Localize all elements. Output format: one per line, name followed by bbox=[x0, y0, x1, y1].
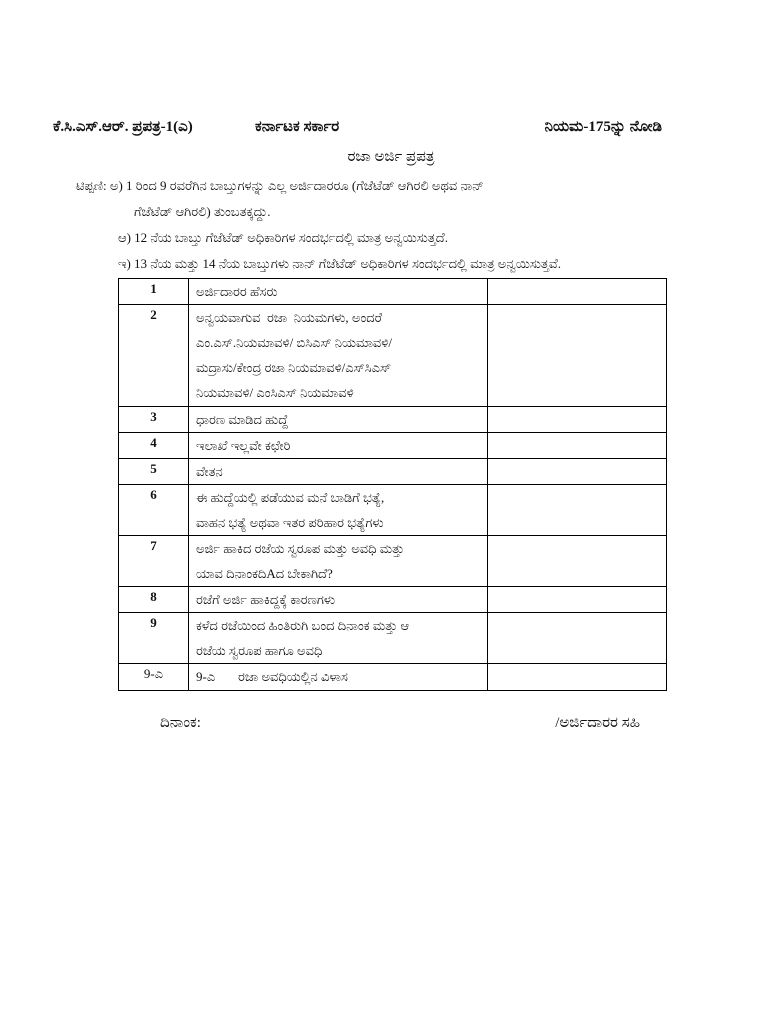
item-number: 7 bbox=[119, 536, 189, 587]
item-description-line: ಯಾವ ದಿನಾಂಕದಿAದ ಬೇಕಾಗಿದೆ? bbox=[196, 566, 333, 581]
item-number: 1 bbox=[119, 279, 189, 305]
item-number: 9 bbox=[119, 613, 189, 664]
table-row-9 bbox=[119, 613, 667, 664]
item-description-line: ರಜೆಯ ಸ್ವರೂಪ ಹಾಗೂ ಅವಧಿ bbox=[196, 643, 323, 658]
note-a-line-1 bbox=[76, 173, 744, 199]
item-value-cell bbox=[488, 433, 667, 459]
item-description bbox=[189, 613, 488, 664]
item-description bbox=[189, 279, 488, 305]
item-description-line: ವಾಹನ ಭತ್ಯೆ ಅಥವಾ ಇತರ ಪರಿಹಾರ ಭತ್ಯೆಗಳು bbox=[196, 515, 384, 530]
table-row-8 bbox=[119, 587, 667, 613]
form-reference: ಕೆ.ಸಿ.ಎಸ್.ಆರ್. ಪ್ರಪತ್ರ-1(ಎ) bbox=[53, 119, 193, 135]
item-prefix: 9-ಎ bbox=[196, 669, 216, 684]
item-value-cell bbox=[488, 613, 667, 664]
item-description-line: ಈ ಹುದ್ದೆಯಲ್ಲಿ ಪಡೆಯುವ ಮನೆ ಬಾಡಿಗೆ ಭತ್ಯೆ, bbox=[196, 490, 385, 505]
note-label: ಟಿಪ್ಪಣಿ: bbox=[76, 178, 107, 193]
item-value-cell bbox=[488, 587, 667, 613]
rule-reference: ನಿಯಮ-175ನ್ನು ನೋಡಿ bbox=[544, 119, 662, 135]
item-description bbox=[189, 587, 488, 613]
item-number: 2 bbox=[119, 305, 189, 407]
note-c: ಇ) 13 ನೆಯ ಮತ್ತು 14 ನೆಯ ಬಾಬ್ತುಗಳು ನಾನ್ ಗೆಜೆಟೆಡ್ ಅಧಿಕಾರಿಗಳ ಸಂದರ್ಭದಲ್ಲಿ ಮಾತ್ರ ಅನ್ವಯಿಸುತ್ತವೆ. bbox=[118, 256, 561, 271]
item-description-line bbox=[196, 664, 487, 689]
table-row-3 bbox=[119, 407, 667, 433]
form-footer bbox=[0, 712, 744, 734]
item-number: 8 bbox=[119, 587, 189, 613]
item-value-cell bbox=[488, 459, 667, 485]
item-value-cell bbox=[488, 279, 667, 305]
item-description bbox=[189, 664, 488, 691]
item-value-cell bbox=[488, 305, 667, 407]
item-description-text: ರಜಾ ಅವಧಿಯಲ್ಲಿನ ವಿಳಾಸ bbox=[238, 669, 348, 684]
table-row-9a bbox=[119, 664, 667, 691]
item-description-line: ಅನ್ವಯವಾಗುವ ರಜಾ ನಿಯಮಗಳು, ಅಂದರೆ bbox=[196, 310, 383, 325]
note-a-line-2: ಗೆಜೆಟೆಡ್ ಆಗಿರಲಿ) ತುಂಬತಕ್ಕದ್ದು. bbox=[134, 204, 271, 219]
item-description-line: ಅರ್ಜಿ ಹಾಕಿದ ರಜೆಯ ಸ್ವರೂಪ ಮತ್ತು ಅವಧಿ ಮತ್ತು bbox=[196, 541, 405, 556]
item-description-line: ವೇತನ bbox=[196, 464, 223, 479]
item-number: 9-ಎ bbox=[119, 664, 189, 691]
note-b: ಆ) 12 ನೆಯ ಬಾಬ್ತು ಗೆಜೆಟೆಡ್ ಅಧಿಕಾರಿಗಳ ಸಂದರ್ಭದಲ್ಲಿ ಮಾತ್ರ ಅನ್ವಯಿಸುತ್ತದೆ. bbox=[118, 230, 448, 245]
item-description bbox=[189, 459, 488, 485]
item-description bbox=[189, 407, 488, 433]
item-value-cell bbox=[488, 485, 667, 536]
item-description-line: ಇಲಾಖೆ ಇಲ್ಲವೇ ಕಛೇರಿ bbox=[196, 438, 291, 453]
form-header bbox=[0, 117, 744, 137]
table-row-1 bbox=[119, 279, 667, 305]
item-description-line: ನಿಯಮಾವಳಿ/ ಎಂಸಿಎಸ್ ನಿಯಮಾವಳಿ bbox=[196, 385, 354, 400]
government-name: ಕರ್ನಾಟಕ ಸರ್ಕಾರ bbox=[255, 119, 340, 135]
item-value-cell bbox=[488, 664, 667, 691]
item-number: 4 bbox=[119, 433, 189, 459]
note-a-text: ಅ) 1 ರಿಂದ 9 ರವರೆಗಿನ ಬಾಬ್ತುಗಳನ್ನು ಎಲ್ಲ ಅರ್ಜಿದಾರರೂ (ಗೆಜೆಟೆಡ್ ಆಗಿರಲಿ ಅಥವ ನಾನ್ bbox=[109, 178, 484, 193]
item-description-line: ಮದ್ರಾಸು/ಕೇಂದ್ರ ರಜಾ ನಿಯಮಾವಳಿ/ಎಸ್‌ಸಿಎಸ್ bbox=[196, 360, 392, 375]
notes-section bbox=[0, 173, 744, 277]
item-number: 3 bbox=[119, 407, 189, 433]
form-table bbox=[118, 278, 667, 691]
item-value-cell bbox=[488, 536, 667, 587]
item-description-line: ಅರ್ಜಿದಾರರ ಹೆಸರು bbox=[196, 284, 278, 299]
item-description bbox=[189, 433, 488, 459]
item-description-line: ಕಳೆದ ರಜೆಯಿಂದ ಹಿಂತಿರುಗಿ ಬಂದ ದಿನಾಂಕ ಮತ್ತು ಆ bbox=[196, 618, 410, 633]
item-description-line: ರಜೆಗೆ ಅರ್ಜಿ ಹಾಕಿದ್ದಕ್ಕೆ ಕಾರಣಗಳು bbox=[196, 592, 336, 607]
date-label: ದಿನಾಂಕ: bbox=[160, 715, 201, 731]
table-row-7 bbox=[119, 536, 667, 587]
item-description-line: ಧಾರಣ ಮಾಡಿದ ಹುದ್ದೆ bbox=[196, 412, 289, 427]
item-description bbox=[189, 305, 488, 407]
item-number: 6 bbox=[119, 485, 189, 536]
item-number: 5 bbox=[119, 459, 189, 485]
table-row-4 bbox=[119, 433, 667, 459]
form-title: ರಜಾ ಅರ್ಜಿ ಪ್ರಪತ್ರ bbox=[347, 149, 435, 165]
item-value-cell bbox=[488, 407, 667, 433]
item-description bbox=[189, 536, 488, 587]
table-row-2 bbox=[119, 305, 667, 407]
item-description bbox=[189, 485, 488, 536]
table-row-6 bbox=[119, 485, 667, 536]
item-description-line: ಎಂ.ಎಸ್.ನಿಯಮಾವಳಿ/ ಬಿಸಿಎಸ್ ನಿಯಮಾವಳಿ/ bbox=[196, 335, 392, 350]
signature-label: /ಅರ್ಜಿದಾರರ ಸಹಿ bbox=[555, 715, 640, 731]
table-row-5 bbox=[119, 459, 667, 485]
